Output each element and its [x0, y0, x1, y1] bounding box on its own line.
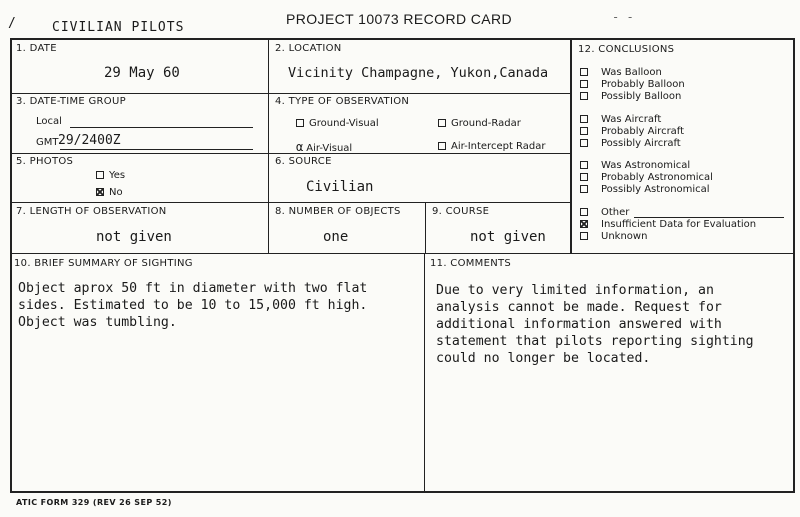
source-value: Civilian — [306, 179, 374, 195]
checkbox-icon — [96, 171, 104, 179]
checkbox-icon — [580, 161, 588, 169]
handwritten-note: CIVILIAN PILOTS — [52, 20, 185, 35]
checkbox-icon — [580, 139, 588, 147]
gmt-label: GMT — [36, 137, 59, 148]
option-photos-no[interactable]: No — [96, 187, 123, 198]
conclusion-possibly-aircraft[interactable]: Possibly Aircraft — [580, 138, 681, 149]
length-value: not given — [96, 229, 172, 245]
conclusion-was-aircraft[interactable]: Was Aircraft — [580, 114, 661, 125]
checkbox-icon — [438, 119, 446, 127]
option-ground-visual[interactable]: Ground-Visual — [296, 118, 379, 129]
conclusion-possibly-astronomical[interactable]: Possibly Astronomical — [580, 184, 710, 195]
conclusion-probably-astronomical[interactable]: Probably Astronomical — [580, 172, 713, 183]
summary-label: 10. BRIEF SUMMARY OF SIGHTING — [14, 258, 193, 269]
course-value: not given — [470, 229, 546, 245]
checkbox-icon — [580, 232, 588, 240]
conclusion-unknown[interactable]: Unknown — [580, 231, 647, 242]
dtg-label: 3. DATE-TIME GROUP — [16, 96, 126, 107]
conclusion-was-astronomical[interactable]: Was Astronomical — [580, 160, 690, 171]
conclusion-other[interactable]: Other — [580, 207, 629, 218]
conclusion-insufficient-data[interactable]: Insufficient Data for Evaluation — [580, 219, 756, 230]
checkbox-icon — [438, 142, 446, 150]
checked-mark-icon: α — [296, 140, 304, 154]
option-photos-yes[interactable]: Yes — [96, 170, 125, 181]
conclusions-label: 12. CONCLUSIONS — [578, 44, 675, 55]
checked-box-icon — [96, 188, 104, 196]
conclusion-was-balloon[interactable]: Was Balloon — [580, 67, 662, 78]
checkbox-icon — [296, 119, 304, 127]
checked-box-icon — [580, 220, 588, 228]
checkbox-icon — [580, 92, 588, 100]
checkbox-icon — [580, 68, 588, 76]
checkbox-icon — [580, 115, 588, 123]
option-ground-radar[interactable]: Ground-Radar — [438, 118, 521, 129]
source-label: 6. SOURCE — [275, 156, 332, 167]
summary-text: Object aprox 50 ft in diameter with two flat sides. Estimated to be 10 to 15,000 ft high. Object was tumbling. — [18, 281, 368, 330]
date-value: 29 May 60 — [104, 65, 180, 81]
checkbox-icon — [580, 185, 588, 193]
corner-marks: - - — [612, 10, 634, 24]
form-id: ATIC FORM 329 (REV 26 SEP 52) — [16, 498, 172, 507]
conclusion-possibly-balloon[interactable]: Possibly Balloon — [580, 91, 681, 102]
gmt-value: 29/2400Z — [58, 133, 121, 148]
card-title: PROJECT 10073 RECORD CARD — [286, 11, 513, 27]
location-value: Vicinity Champagne, Yukon,Canada — [288, 65, 549, 81]
length-label: 7. LENGTH OF OBSERVATION — [16, 206, 167, 217]
location-label: 2. LOCATION — [275, 43, 342, 54]
checkbox-icon — [580, 208, 588, 216]
num-objects-value: one — [323, 229, 349, 245]
photos-label: 5. PHOTOS — [16, 156, 74, 167]
corner-mark: / — [8, 16, 16, 31]
checkbox-icon — [580, 127, 588, 135]
option-air-intercept-radar[interactable]: Air-Intercept Radar — [438, 141, 546, 152]
local-label: Local — [36, 116, 62, 127]
checkbox-icon — [580, 80, 588, 88]
checkbox-icon — [580, 173, 588, 181]
course-label: 9. COURSE — [432, 206, 490, 217]
num-objects-label: 8. NUMBER OF OBJECTS — [275, 206, 401, 217]
comments-text: Due to very limited information, an analysis cannot be made. Request for additional information answered with statement that pilots reporting sighting could no longer be located. — [436, 283, 754, 366]
date-label: 1. DATE — [16, 43, 57, 54]
conclusion-probably-balloon[interactable]: Probably Balloon — [580, 79, 685, 90]
conclusion-probably-aircraft[interactable]: Probably Aircraft — [580, 126, 684, 137]
option-air-visual[interactable]: α Air-Visual — [296, 140, 353, 154]
comments-label: 11. COMMENTS — [430, 258, 512, 269]
type-obs-label: 4. TYPE OF OBSERVATION — [275, 96, 410, 107]
